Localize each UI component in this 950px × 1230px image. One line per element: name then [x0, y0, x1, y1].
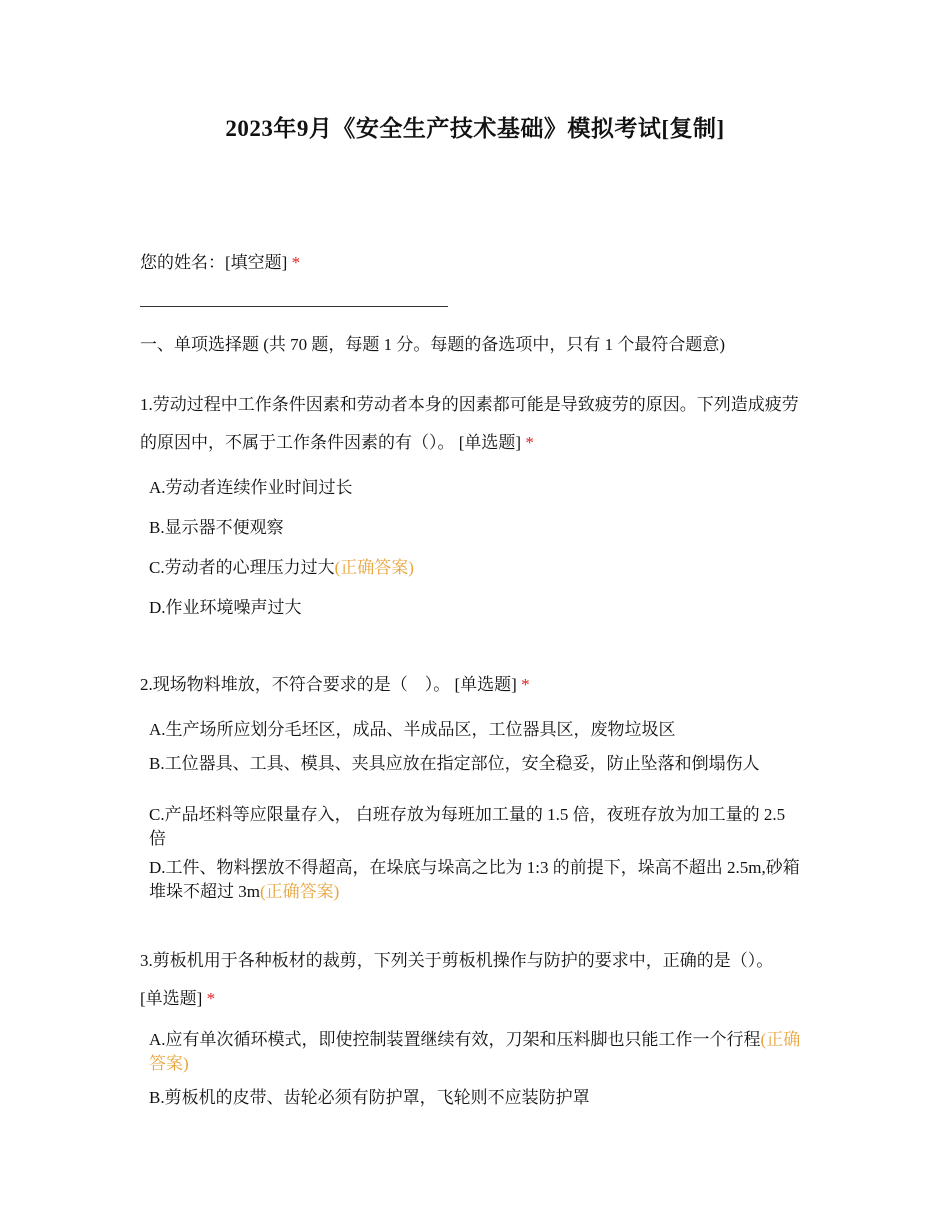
- section-heading: 一、单项选择题 (共 70 题，每题 1 分。每题的备选项中，只有 1 个最符合题意): [140, 335, 726, 354]
- question-2-option-a[interactable]: [149, 718, 804, 742]
- option-text: B.剪板机的皮带、齿轮必须有防护罩，飞轮则不应装防护罩: [149, 1088, 590, 1107]
- option-text: C.劳动者的心理压力过大: [149, 558, 335, 577]
- question-3-option-a[interactable]: [149, 1028, 804, 1076]
- correct-answer-tag: (正确答案): [149, 1030, 801, 1073]
- question-2-option-c[interactable]: [149, 803, 804, 851]
- option-text: A.生产场所应划分毛坯区，成品、半成品区，工位器具区，废物垃圾区: [149, 720, 676, 739]
- question-2-stem: [140, 672, 810, 698]
- question-2-option-b[interactable]: [149, 752, 804, 776]
- question-3-type-tag: [单选题]: [140, 989, 203, 1008]
- option-text: B.显示器不便观察: [149, 518, 284, 537]
- question-3-required-mark: *: [206, 989, 216, 1008]
- question-1-option-c[interactable]: [149, 556, 804, 580]
- correct-answer-tag: (正确答案): [259, 882, 340, 901]
- question-2-text: 2.现场物料堆放，不符合要求的是（ ）。: [140, 675, 451, 694]
- question-1-option-a[interactable]: [149, 476, 804, 500]
- name-question: [140, 250, 810, 276]
- question-1-text: 1.劳动过程中工作条件因素和劳动者本身的因素都可能是导致疲劳的原因。下列造成疲劳的原因中，不属于工作条件因素的有（）。: [140, 395, 799, 452]
- page-title: 2023年9月《安全生产技术基础》模拟考试[复制]: [225, 116, 725, 141]
- name-label: 您的姓名：: [140, 253, 225, 272]
- question-3-stem: [140, 942, 800, 1018]
- question-2-type-tag: [单选题]: [454, 675, 517, 694]
- required-mark: *: [291, 253, 301, 272]
- correct-answer-tag: (正确答案): [334, 558, 414, 577]
- question-2-option-d[interactable]: [149, 856, 804, 904]
- question-1-option-b[interactable]: [149, 516, 804, 540]
- name-type-tag: [填空题]: [225, 253, 288, 272]
- question-3-text: 3.剪板机用于各种板材的裁剪，下列关于剪板机操作与防护的要求中，正确的是（）。: [140, 951, 774, 970]
- question-3-option-b[interactable]: [149, 1086, 804, 1110]
- name-input-line[interactable]: [140, 306, 448, 307]
- option-text: B.工位器具、工具、模具、夹具应放在指定部位，安全稳妥，防止坠落和倒塌伤人: [149, 754, 760, 773]
- option-text: A.应有单次循环模式，即使控制装置继续有效，刀架和压料脚也只能工作一个行程: [149, 1030, 761, 1049]
- question-1-stem: [140, 386, 812, 462]
- option-text: D.工件、物料摆放不得超高，在垛底与垛高之比为 1:3 的前提下，垛高不超出 2.5m,砂箱堆垛不超过 3m: [149, 858, 800, 901]
- question-1-option-d[interactable]: [149, 596, 804, 620]
- question-2-required-mark: *: [521, 675, 530, 694]
- option-text: A.劳动者连续作业时间过长: [149, 478, 353, 497]
- option-text: D.作业环境噪声过大: [149, 598, 302, 617]
- question-1-required-mark: *: [525, 433, 534, 452]
- question-1-type-tag: [单选题]: [458, 433, 522, 452]
- option-text: C.产品坯料等应限量存入， 白班存放为每班加工量的 1.5 倍，夜班存放为加工量的 2.5 倍: [149, 805, 786, 848]
